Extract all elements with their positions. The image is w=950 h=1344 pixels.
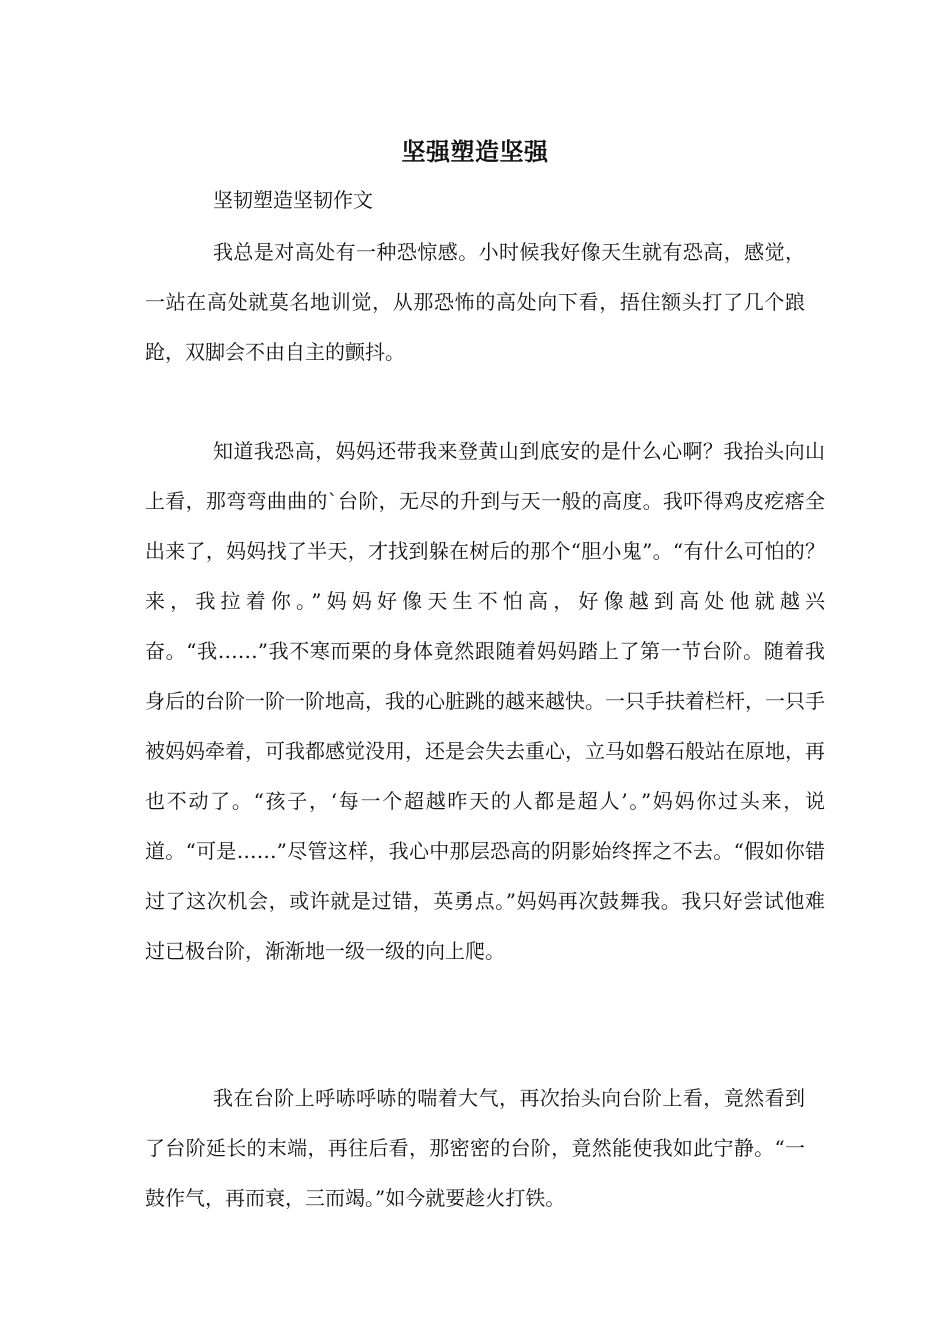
paragraph-2: 知道我恐高，妈妈还带我来登黄山到底安的是什么心啊？我抬头向山上看，那弯弯曲曲的`台阶，无尽的升到与天一般的高度。我吓得鸡皮疙瘩全出来了，妈妈找了半天，才找到躲在树后的那个“胆小鬼”。“有什么可怕的？来，我拉着你。”妈妈好像天生不怕高，好像越到高处他就越兴奋。“我……”我不寒而栗的身体竟然跟随着妈妈踏上了第一节台阶。随着我身后的台阶一阶一阶地高，我的心脏跳的越来越快。一只手扶着栏杆，一只手被妈妈牵着，可我都感觉没用，还是会失去重心，立马如磐石般站在原地，再也不动了。“孩子，‘每一个超越昨天的人都是超人’。”妈妈你过头来，说道。“可是……”尽管这样，我心中那层恐高的阴影始终挥之不去。“假如你错过了这次机会，或许就是过错，英勇点。”妈妈再次鼓舞我。我只好尝试他难过已极台阶，渐渐地一级一级的向上爬。 <box>145 439 825 963</box>
document-subtitle: 坚韧塑造坚韧作文 <box>213 188 373 212</box>
paragraph-1: 我总是对高处有一种恐惊感。小时候我好像天生就有恐高，感觉，一站在高处就莫名地训觉，从那恐怖的高处向下看，捂住额头打了几个踉跄，双脚会不由自主的颤抖。 <box>145 240 805 364</box>
paragraph-3: 我在台阶上呼哧呼哧的喘着大气，再次抬头向台阶上看，竟然看到了台阶延长的末端，再往后看，那密密的台阶，竟然能使我如此宁静。“一鼓作气，再而衰，三而竭。”如今就要趁火打铁。 <box>145 1086 805 1210</box>
document-title: 坚强塑造坚强 <box>401 137 549 166</box>
